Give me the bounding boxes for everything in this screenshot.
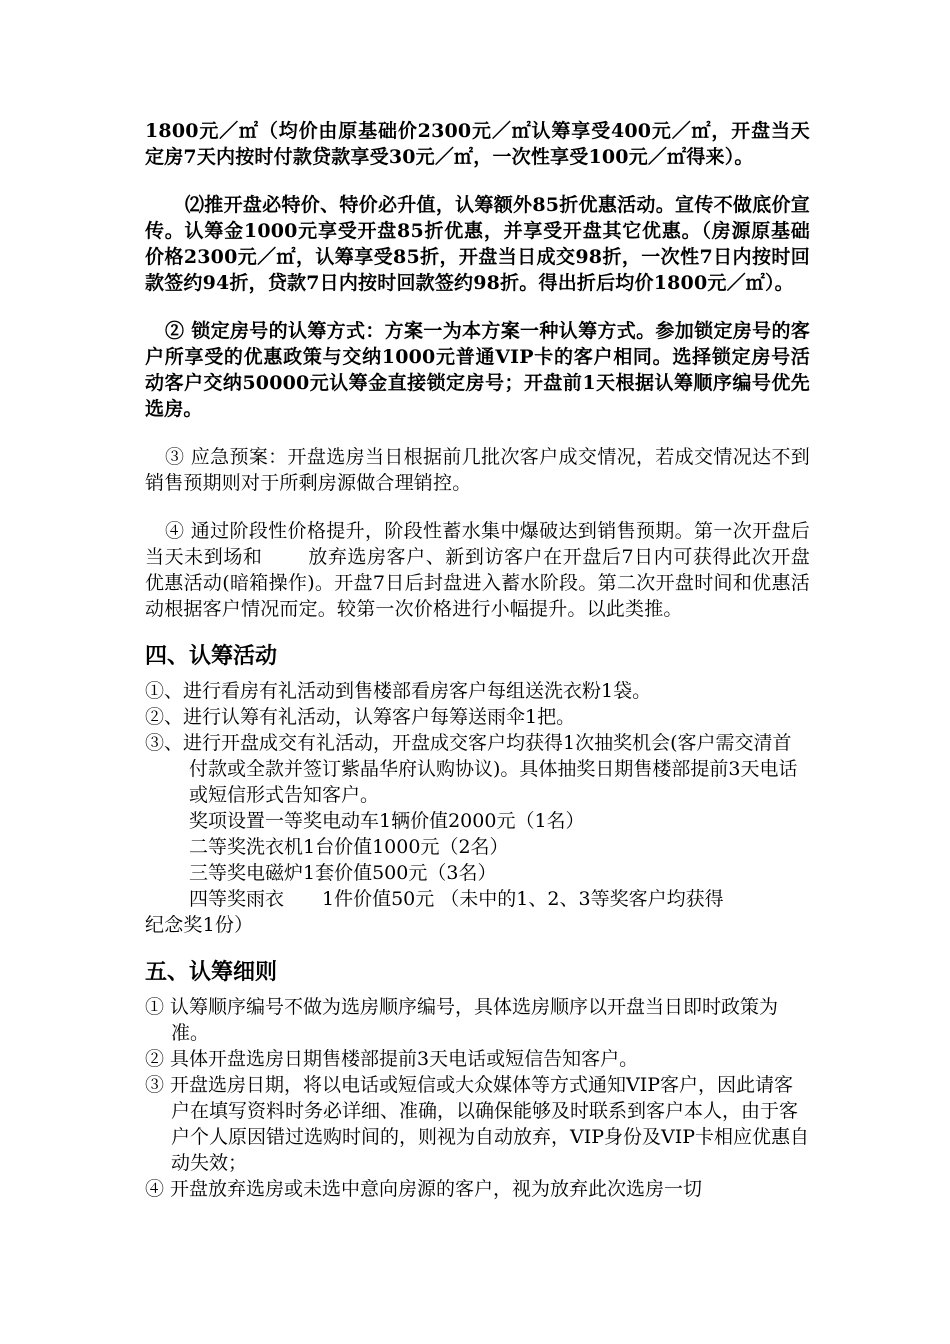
section-4-heading: 四、认筹活动 bbox=[145, 644, 278, 669]
section-4-item: ③、进行开盘成交有礼活动，开盘成交客户均获得1次抽奖机会(客户需交清首付款或全款并签订紫晶华府认购协议)。具体抽奖日期售楼部提前3天电话或短信形式告知客户。 bbox=[145, 732, 798, 806]
lock-room-paragraph: ② 锁定房号的认筹方式：方案一为本方案一种认筹方式。参加锁定房号的客户所享受的优惠政策与交纳1000元普通VIP卡的客户相同。选择锁定房号活动客户交纳50000元认筹金直接锁定房号；开盘前1天根据认筹顺序编号优先选房。 bbox=[145, 320, 810, 420]
prize-line: 三等奖电磁炉1套价值500元（3名） bbox=[189, 862, 497, 884]
prize-line: 四等奖雨衣 1件价值50元 （未中的1、2、3等奖客户均获得 bbox=[189, 888, 724, 910]
section-5-item: ② 具体开盘选房日期售楼部提前3天电话或短信告知客户。 bbox=[145, 1048, 639, 1070]
section-5-item: ① 认筹顺序编号不做为选房顺序编号，具体选房顺序以开盘当日即时政策为准。 bbox=[145, 996, 779, 1044]
special-price-paragraph: ⑵推开盘必特价、特价必升值，认筹额外85折优惠活动。宣传不做底价宣传。认筹金1000元享受开盘85折优惠，并享受开盘其它优惠。（房源原基础价格2300元／㎡，认筹享受85折，开盘当日成交98折，一次性7日内按时回款签约94折，贷款7日内按时回款签约98折。得出折后均价1800元／㎡）。 bbox=[145, 194, 810, 294]
price-basis-paragraph: 1800元／㎡（均价由原基础价2300元／㎡认筹享受400元／㎡，开盘当天定房7天内按时付款贷款享受30元／㎡，一次性享受100元／㎡得来）。 bbox=[145, 120, 810, 168]
section-5-item: ③ 开盘选房日期，将以电话或短信或大众媒体等方式通知VIP客户，因此请客户在填写资料时务必详细、准确，以确保能够及时联系到客户本人，由于客户个人原因错过选购时间的，则视为自动放弃，VIP身份及VIP卡相应优惠自动失效； bbox=[145, 1074, 810, 1174]
section-5-heading: 五、认筹细则 bbox=[145, 960, 278, 985]
document-page bbox=[145, 118, 810, 1202]
staged-price-paragraph: ④ 通过阶段性价格提升，阶段性蓄水集中爆破达到销售预期。第一次开盘后当天未到场和 放弃选房客户、新到访客户在开盘后7日内可获得此次开盘优惠活动(暗箱操作)。开盘7日后封盘进入蓄水阶段。第二次开盘时间和优惠活动根据客户情况而定。较第一次价格进行小幅提升。以此类推。 bbox=[145, 520, 810, 620]
section-4-item: ①、进行看房有礼活动到售楼部看房客户每组送洗衣粉1袋。 bbox=[145, 680, 652, 702]
section-5-item: ④ 开盘放弃选房或未选中意向房源的客户，视为放弃此次选房一切 bbox=[145, 1178, 703, 1200]
prize-line: 奖项设置一等奖电动车1辆价值2000元（1名） bbox=[189, 810, 585, 832]
contingency-paragraph: ③ 应急预案：开盘选房当日根据前几批次客户成交情况，若成交情况达不到销售预期则对于所剩房源做合理销控。 bbox=[145, 446, 810, 494]
section-4-item: ②、进行认筹有礼活动，认筹客户每筹送雨伞1把。 bbox=[145, 706, 576, 728]
prize-continuation: 纪念奖1份） bbox=[145, 914, 254, 936]
prize-line: 二等奖洗衣机1台价值1000元（2名） bbox=[189, 836, 509, 858]
